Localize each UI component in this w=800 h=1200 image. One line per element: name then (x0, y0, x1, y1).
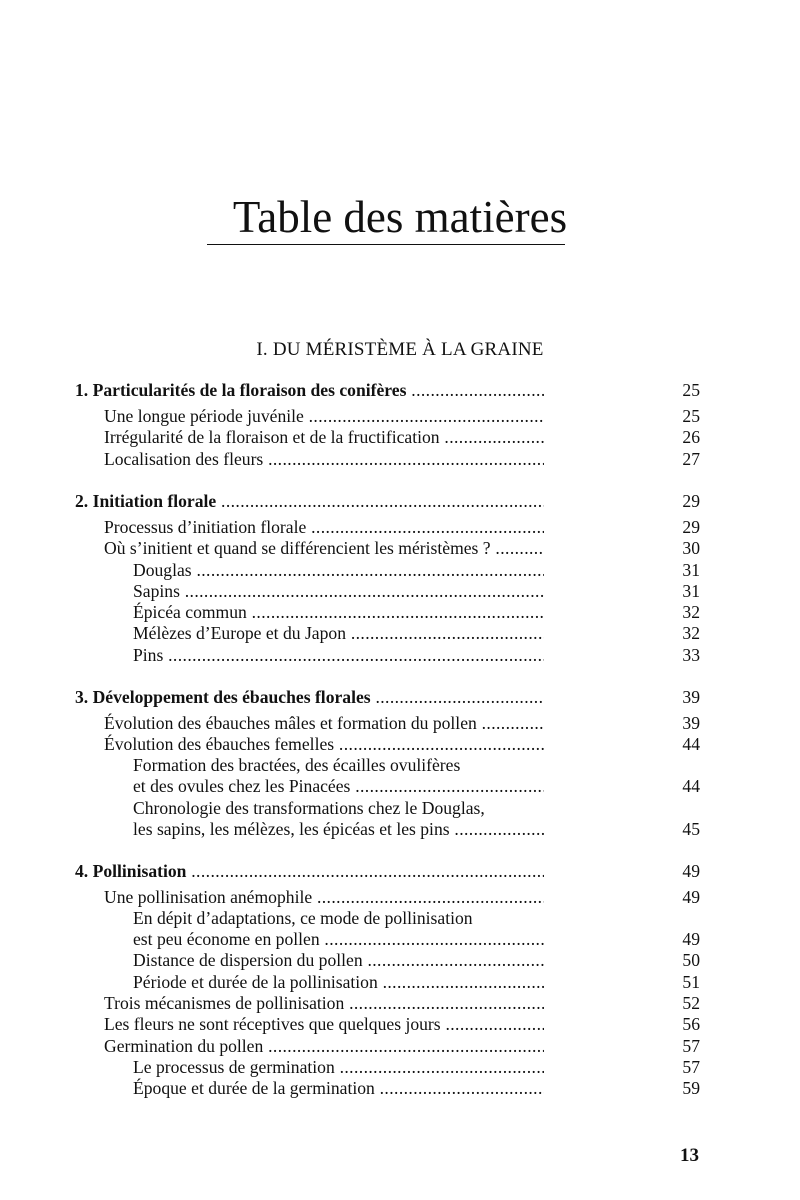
toc-section (75, 687, 700, 708)
toc-page-number: 32 (682, 602, 700, 622)
toc-entry (75, 602, 700, 623)
toc-entry (75, 734, 700, 755)
toc-entry-title: En dépit d’adaptations, ce mode de pollinisation (133, 908, 473, 928)
toc-entry-title: et des ovules chez les Pinacées ..... (133, 776, 544, 797)
toc-entry (75, 929, 700, 950)
toc-entry (75, 406, 700, 427)
toc-entry (75, 755, 700, 776)
toc-entry-title: Processus d’initiation florale ..... (104, 517, 544, 538)
toc-entry (75, 449, 700, 470)
toc-page-number: 30 (682, 538, 700, 558)
toc-entry-title: Sapins ..... (133, 581, 544, 602)
toc-page-number: 51 (682, 972, 700, 992)
toc-page-number: 39 (682, 713, 700, 733)
toc-entry-title: Douglas ..... (133, 560, 544, 581)
toc-page-number: 59 (682, 1078, 700, 1098)
toc-entry-title: Une longue période juvénile ..... (104, 406, 544, 427)
toc-page-number: 57 (682, 1036, 700, 1056)
toc-entry-title: est peu économe en pollen ..... (133, 929, 544, 950)
toc-entry-title: Localisation des fleurs ..... (104, 449, 544, 470)
toc-entry-title: Évolution des ébauches femelles ..... (104, 734, 544, 755)
toc-page-number: 33 (682, 645, 700, 665)
toc-section (75, 380, 700, 401)
toc-entry (75, 972, 700, 993)
toc-entry-title: Période et durée de la pollinisation ..... (133, 972, 544, 993)
toc-entry-title: 4. Pollinisation ..... (75, 861, 544, 882)
toc-entry (75, 798, 700, 819)
toc-page-number: 29 (682, 491, 700, 511)
toc-page-number: 26 (682, 427, 700, 447)
toc-entry (75, 950, 700, 971)
toc-entry-title: Les fleurs ne sont réceptives que quelques jours ..... (104, 1014, 544, 1035)
part-heading: I. DU MÉRISTÈME À LA GRAINE (256, 339, 544, 360)
toc-page-number: 32 (682, 623, 700, 643)
page-title: Table des matières (232, 192, 568, 242)
toc-entry (75, 581, 700, 602)
toc-entry (75, 538, 700, 559)
toc-entry (75, 776, 700, 797)
toc-page-number: 45 (682, 819, 700, 839)
toc-entry (75, 1036, 700, 1057)
page-number: 13 (680, 1145, 699, 1166)
toc-entry (75, 427, 700, 448)
toc-page-number: 49 (682, 861, 700, 881)
toc-entry (75, 713, 700, 734)
toc-entry-title: les sapins, les mélèzes, les épicéas et les pins ..... (133, 819, 544, 840)
toc-entry-title: Pins ..... (133, 645, 544, 666)
toc-entry-title: Évolution des ébauches mâles et formation du pollen ..... (104, 713, 544, 734)
toc-page-number: 31 (682, 581, 700, 601)
toc-page-number: 44 (682, 734, 700, 754)
toc-page-number: 29 (682, 517, 700, 537)
toc-entry (75, 517, 700, 538)
toc-entry-title: Le processus de germination ..... (133, 1057, 544, 1078)
toc-entry (75, 887, 700, 908)
toc-entry-title: Chronologie des transformations chez le Douglas, (133, 798, 485, 818)
toc-entry (75, 1057, 700, 1078)
toc-page-number: 49 (682, 887, 700, 907)
toc-page-number: 44 (682, 776, 700, 796)
toc-page-number: 52 (682, 993, 700, 1013)
toc-entry-title: Trois mécanismes de pollinisation ..... (104, 993, 544, 1014)
toc-page-number: 39 (682, 687, 700, 707)
toc-section (75, 491, 700, 512)
toc-entry (75, 645, 700, 666)
toc-entry-title: Irrégularité de la floraison et de la fructification ..... (104, 427, 544, 448)
toc-page-number: 56 (682, 1014, 700, 1034)
toc-section (75, 861, 700, 882)
toc-entry-title: Une pollinisation anémophile ..... (104, 887, 544, 908)
toc-entry (75, 1078, 700, 1099)
toc-entry-title: Mélèzes d’Europe et du Japon ..... (133, 623, 544, 644)
toc-entry-title: Distance de dispersion du pollen ..... (133, 950, 544, 971)
toc-entry-title: Germination du pollen ..... (104, 1036, 544, 1057)
toc-page-number: 27 (682, 449, 700, 469)
toc-entry-title: 2. Initiation florale ..... (75, 491, 544, 512)
toc-entry (75, 623, 700, 644)
toc-entry-title: Où s’initient et quand se différencient les méristèmes ? ..... (104, 538, 544, 559)
toc-page-number: 31 (682, 560, 700, 580)
toc-entry-title: 1. Particularités de la floraison des conifères ..... (75, 380, 544, 401)
toc-entry (75, 993, 700, 1014)
toc-entry (75, 560, 700, 581)
toc-page-number: 49 (682, 929, 700, 949)
toc-entry (75, 1014, 700, 1035)
toc-entry-title: Épicéa commun ..... (133, 602, 544, 623)
toc-entry-title: 3. Développement des ébauches florales ..... (75, 687, 544, 708)
toc-entry-title: Formation des bractées, des écailles ovulifères (133, 755, 461, 775)
toc-page-number: 25 (682, 380, 700, 400)
toc-page-number: 25 (682, 406, 700, 426)
toc-entry (75, 908, 700, 929)
toc-entry-title: Époque et durée de la germination ..... (133, 1078, 544, 1099)
toc-page-number: 57 (682, 1057, 700, 1077)
toc-page-number: 50 (682, 950, 700, 970)
toc-entry (75, 819, 700, 840)
